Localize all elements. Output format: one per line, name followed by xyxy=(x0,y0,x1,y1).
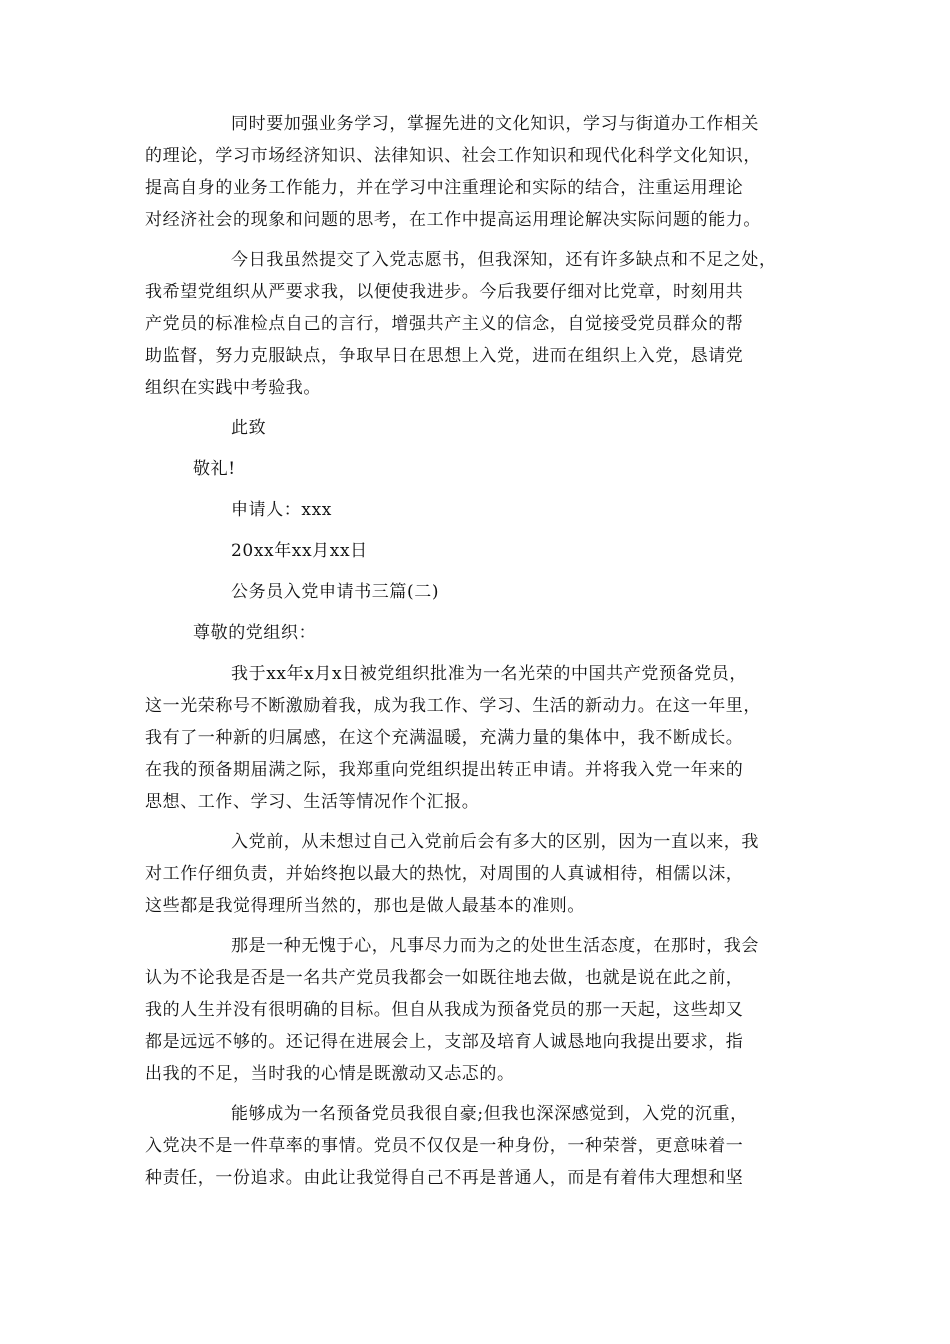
text-line: 组织在实践中考验我。 xyxy=(145,378,321,398)
section-title xyxy=(145,576,815,608)
text-line: 产党员的标准检点自己的言行，增强共产主义的信念，自觉接受党员群众的帮 xyxy=(145,314,744,334)
application-date xyxy=(145,535,815,567)
salutation-closing xyxy=(145,412,815,444)
salutation-respect xyxy=(145,453,815,485)
text-line: 尊敬的党组织： xyxy=(193,623,317,643)
paragraph xyxy=(145,108,815,236)
text-line: 思想、工作、学习、生活等情况作个汇报。 xyxy=(145,792,480,812)
text-line: 在我的预备期届满之际，我郑重向党组织提出转正申请。并将我入党一年来的 xyxy=(145,760,744,780)
text-line: 种责任，一份追求。由此让我觉得自己不再是普通人，而是有着伟大理想和坚 xyxy=(145,1168,744,1188)
text-line: 这一光荣称号不断激励着我，成为我工作、学习、生活的新动力。在这一年里， xyxy=(145,696,761,716)
text-line: 对经济社会的现象和问题的思考，在工作中提高运用理论解决实际问题的能力。 xyxy=(145,210,761,230)
text-line: 入党决不是一件草率的事情。党员不仅仅是一种身份，一种荣誉，更意味着一 xyxy=(145,1136,744,1156)
text-line: 我希望党组织从严要求我，以便使我进步。今后我要仔细对比党章，时刻用共 xyxy=(145,282,744,302)
text-line: 敬礼! xyxy=(193,459,236,479)
text-line: 对工作仔细负责，并始终抱以最大的热忱，对周围的人真诚相待，相儒以沫， xyxy=(145,864,744,884)
paragraph xyxy=(145,930,815,1090)
applicant-signature xyxy=(145,494,815,526)
paragraph xyxy=(145,826,815,922)
paragraph xyxy=(145,1098,815,1194)
text-line: 的理论，学习市场经济知识、法律知识、社会工作知识和现代化科学文化知识， xyxy=(145,146,761,166)
text-line: 20xx年xx月xx日 xyxy=(231,541,368,561)
text-line: 这些都是我觉得理所当然的，那也是做人最基本的准则。 xyxy=(145,896,585,916)
text-line: 能够成为一名预备党员我很自豪;但我也深深感觉到，入党的沉重， xyxy=(231,1104,748,1124)
text-line: 公务员入党申请书三篇(二) xyxy=(231,582,440,602)
text-line: 助监督，努力克服缺点，争取早日在思想上入党，进而在组织上入党，恳请党 xyxy=(145,346,744,366)
text-line: 申请人：xxx xyxy=(231,500,332,520)
text-line: 那是一种无愧于心，凡事尽力而为之的处世生活态度，在那时，我会 xyxy=(231,936,759,956)
document-body xyxy=(145,108,815,1202)
text-line: 都是远远不够的。还记得在进展会上，支部及培育人诚恳地向我提出要求，指 xyxy=(145,1032,744,1052)
text-line: 认为不论我是否是一名共产党员我都会一如既往地去做，也就是说在此之前， xyxy=(145,968,744,988)
paragraph xyxy=(145,658,815,818)
text-line: 提高自身的业务工作能力，并在学习中注重理论和实际的结合，注重运用理论 xyxy=(145,178,744,198)
paragraph xyxy=(145,244,815,404)
text-line: 我有了一种新的归属感，在这个充满温暖，充满力量的集体中，我不断成长。 xyxy=(145,728,744,748)
greeting xyxy=(145,617,815,649)
text-line: 出我的不足，当时我的心情是既激动又忐忑的。 xyxy=(145,1064,515,1084)
text-line: 我于xx年x月x日被党组织批准为一名光荣的中国共产党预备党员， xyxy=(231,664,747,684)
text-line: 我的人生并没有很明确的目标。但自从我成为预备党员的那一天起，这些却又 xyxy=(145,1000,744,1020)
text-line: 入党前，从未想过自己入党前后会有多大的区别，因为一直以来，我 xyxy=(231,832,759,852)
text-line: 今日我虽然提交了入党志愿书，但我深知，还有许多缺点和不足之处， xyxy=(231,250,777,270)
text-line: 同时要加强业务学习，掌握先进的文化知识，学习与街道办工作相关 xyxy=(231,114,759,134)
text-line: 此致 xyxy=(231,418,267,438)
